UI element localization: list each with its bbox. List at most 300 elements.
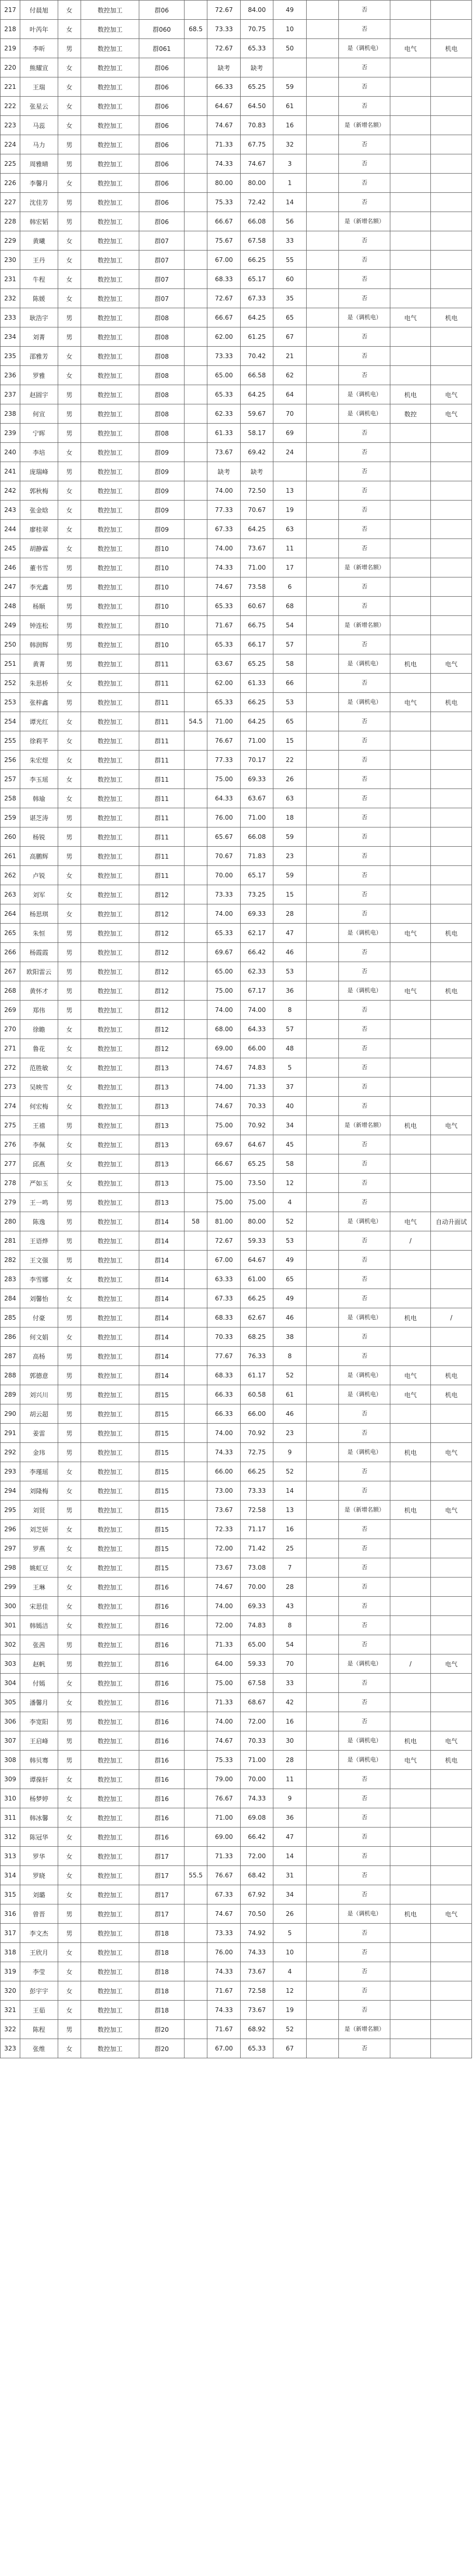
cell-gender: 女 <box>58 20 81 39</box>
cell-score-b: 76.67 <box>207 1789 241 1808</box>
cell-score-a <box>184 1001 207 1020</box>
cell-score-b: 74.67 <box>207 1578 241 1597</box>
cell-adjust-status: 是（调机电） <box>339 404 390 424</box>
cell-gender: 男 <box>58 404 81 424</box>
cell-adjust-status: 是（调机电） <box>339 1308 390 1328</box>
cell-major: 数控加工 <box>81 539 139 558</box>
cell-row-number: 248 <box>1 597 20 616</box>
cell-choice-1 <box>390 327 431 347</box>
cell-name: 韩瑜 <box>20 789 58 808</box>
cell-rank <box>273 58 306 77</box>
cell-name: 高杨 <box>20 1347 58 1366</box>
cell-name: 刘璐 <box>20 1885 58 1904</box>
cell-name: 付嫣 <box>20 1674 58 1693</box>
cell-major: 数控加工 <box>81 1481 139 1501</box>
cell-blank <box>307 751 339 770</box>
cell-choice-1: 电气 <box>390 693 431 712</box>
cell-major: 数控加工 <box>81 1501 139 1520</box>
table-row <box>1 981 472 1001</box>
cell-gender: 女 <box>58 904 81 924</box>
cell-major: 数控加工 <box>81 1943 139 1962</box>
cell-row-number: 250 <box>1 635 20 654</box>
cell-choice-1: 电气 <box>390 981 431 1001</box>
cell-major: 数控加工 <box>81 1001 139 1020</box>
cell-choice-1 <box>390 885 431 904</box>
cell-row-number: 245 <box>1 539 20 558</box>
cell-adjust-status: 否 <box>339 231 390 251</box>
cell-exam-id: 群09 <box>139 443 184 462</box>
cell-score-a <box>184 731 207 751</box>
cell-adjust-status: 否 <box>339 443 390 462</box>
cell-choice-1: 机电 <box>390 1116 431 1135</box>
cell-choice-2: 机电 <box>431 1385 472 1404</box>
cell-blank <box>307 501 339 520</box>
cell-exam-id: 群13 <box>139 1154 184 1174</box>
cell-choice-2 <box>431 789 472 808</box>
cell-gender: 女 <box>58 885 81 904</box>
cell-score-a <box>184 1020 207 1039</box>
cell-adjust-status: 否 <box>339 1808 390 1828</box>
cell-name: 李佩 <box>20 1135 58 1154</box>
cell-adjust-status: 否 <box>339 20 390 39</box>
cell-total-score: 70.67 <box>241 501 273 520</box>
cell-gender: 女 <box>58 1154 81 1174</box>
cell-rank: 13 <box>273 481 306 501</box>
cell-rank: 49 <box>273 1289 306 1308</box>
cell-choice-2 <box>431 1578 472 1597</box>
cell-blank <box>307 1693 339 1712</box>
cell-gender: 男 <box>58 1712 81 1731</box>
cell-adjust-status: 否 <box>339 481 390 501</box>
cell-gender: 男 <box>58 1251 81 1270</box>
table-row <box>1 693 472 712</box>
cell-rank: 16 <box>273 116 306 135</box>
cell-choice-2: 机电 <box>431 924 472 943</box>
table-row <box>1 1712 472 1731</box>
cell-name: 张金晗 <box>20 501 58 520</box>
table-row <box>1 904 472 924</box>
cell-name: 熊耀宣 <box>20 58 58 77</box>
cell-adjust-status: 否 <box>339 174 390 193</box>
cell-choice-2 <box>431 770 472 789</box>
cell-choice-2 <box>431 558 472 577</box>
cell-major: 数控加工 <box>81 135 139 154</box>
cell-choice-2: 电气 <box>431 1443 472 1462</box>
cell-gender: 女 <box>58 1828 81 1847</box>
cell-score-b: 66.33 <box>207 77 241 97</box>
cell-choice-1 <box>390 2020 431 2039</box>
cell-row-number: 318 <box>1 1943 20 1962</box>
table-row <box>1 1847 472 1866</box>
cell-row-number: 274 <box>1 1097 20 1116</box>
cell-name: 刘兴川 <box>20 1385 58 1404</box>
cell-choice-1 <box>390 1404 431 1424</box>
cell-blank <box>307 1501 339 1520</box>
cell-exam-id: 群18 <box>139 2001 184 2020</box>
cell-total-score: 66.25 <box>241 1289 273 1308</box>
table-row <box>1 751 472 770</box>
cell-choice-2 <box>431 2039 472 2058</box>
cell-score-b: 72.33 <box>207 1520 241 1539</box>
cell-adjust-status: 否 <box>339 1270 390 1289</box>
cell-total-score: 65.17 <box>241 270 273 289</box>
table-row <box>1 1116 472 1135</box>
cell-score-a <box>184 1981 207 2001</box>
cell-choice-1 <box>390 520 431 539</box>
cell-total-score: 74.83 <box>241 1058 273 1077</box>
cell-choice-2 <box>431 270 472 289</box>
cell-blank <box>307 58 339 77</box>
table-row <box>1 77 472 97</box>
cell-score-b: 75.00 <box>207 1193 241 1212</box>
cell-blank <box>307 1328 339 1347</box>
cell-adjust-status: 是（调机电） <box>339 1385 390 1404</box>
cell-score-b: 73.33 <box>207 20 241 39</box>
table-row <box>1 558 472 577</box>
table-row <box>1 1058 472 1077</box>
cell-name: 罗华 <box>20 1847 58 1866</box>
cell-exam-id: 群06 <box>139 1 184 20</box>
cell-exam-id: 群16 <box>139 1693 184 1712</box>
cell-choice-2: 电气 <box>431 1731 472 1751</box>
cell-choice-1 <box>390 174 431 193</box>
cell-score-b: 66.67 <box>207 212 241 231</box>
cell-name: 廖桂翠 <box>20 520 58 539</box>
cell-name: 李昕 <box>20 39 58 58</box>
cell-row-number: 240 <box>1 443 20 462</box>
cell-total-score: 67.33 <box>241 289 273 308</box>
cell-name: 朱思桥 <box>20 674 58 693</box>
cell-choice-2 <box>431 1481 472 1501</box>
cell-score-a <box>184 1443 207 1462</box>
cell-row-number: 255 <box>1 731 20 751</box>
cell-name: 卢锐 <box>20 866 58 885</box>
cell-major: 数控加工 <box>81 39 139 58</box>
cell-row-number: 297 <box>1 1539 20 1558</box>
cell-blank <box>307 558 339 577</box>
cell-blank <box>307 327 339 347</box>
cell-score-b: 69.67 <box>207 943 241 962</box>
cell-gender: 女 <box>58 1058 81 1077</box>
table-row <box>1 154 472 174</box>
cell-choice-2 <box>431 174 472 193</box>
cell-exam-id: 群13 <box>139 1097 184 1116</box>
cell-row-number: 266 <box>1 943 20 962</box>
cell-choice-2 <box>431 712 472 731</box>
cell-choice-2 <box>431 827 472 847</box>
cell-exam-id: 群15 <box>139 1443 184 1462</box>
cell-score-b: 68.00 <box>207 1020 241 1039</box>
cell-adjust-status: 否 <box>339 1328 390 1347</box>
cell-score-a <box>184 77 207 97</box>
cell-major: 数控加工 <box>81 251 139 270</box>
cell-score-a <box>184 1847 207 1866</box>
cell-score-b: 68.33 <box>207 1366 241 1385</box>
cell-name: 姜雷 <box>20 1424 58 1443</box>
table-row <box>1 1520 472 1539</box>
table-row <box>1 1578 472 1597</box>
cell-score-b: 70.33 <box>207 1328 241 1347</box>
cell-major: 数控加工 <box>81 308 139 327</box>
cell-rank: 4 <box>273 1193 306 1212</box>
cell-rank: 57 <box>273 635 306 654</box>
cell-exam-id: 群10 <box>139 577 184 597</box>
cell-blank <box>307 1674 339 1693</box>
cell-total-score: 61.33 <box>241 674 273 693</box>
cell-total-score: 65.17 <box>241 866 273 885</box>
table-row <box>1 1962 472 1981</box>
cell-score-a <box>184 58 207 77</box>
cell-score-b: 72.67 <box>207 289 241 308</box>
cell-name: 刘贤 <box>20 1501 58 1520</box>
cell-adjust-status: 否 <box>339 1039 390 1058</box>
cell-gender: 女 <box>58 481 81 501</box>
cell-choice-1 <box>390 97 431 116</box>
cell-blank <box>307 1385 339 1404</box>
cell-choice-1 <box>390 1789 431 1808</box>
cell-adjust-status: 否 <box>339 1193 390 1212</box>
table-row <box>1 366 472 385</box>
cell-exam-id: 群07 <box>139 231 184 251</box>
cell-score-b: 68.33 <box>207 270 241 289</box>
cell-gender: 女 <box>58 366 81 385</box>
table-row <box>1 308 472 327</box>
cell-blank <box>307 577 339 597</box>
cell-score-a <box>184 1885 207 1904</box>
cell-gender: 男 <box>58 1924 81 1943</box>
cell-blank <box>307 616 339 635</box>
cell-row-number: 251 <box>1 654 20 674</box>
cell-row-number: 319 <box>1 1962 20 1981</box>
cell-score-a <box>184 1039 207 1058</box>
cell-gender: 女 <box>58 347 81 366</box>
cell-score-b: 74.67 <box>207 1097 241 1116</box>
table-row <box>1 1558 472 1578</box>
cell-row-number: 277 <box>1 1154 20 1174</box>
cell-gender: 男 <box>58 1001 81 1020</box>
cell-rank: 5 <box>273 1924 306 1943</box>
cell-exam-id: 群10 <box>139 558 184 577</box>
cell-rank: 43 <box>273 1597 306 1616</box>
table-row <box>1 674 472 693</box>
cell-choice-2 <box>431 1924 472 1943</box>
cell-total-score: 59.33 <box>241 1231 273 1251</box>
cell-major: 数控加工 <box>81 1116 139 1135</box>
cell-name: 刘军 <box>20 885 58 904</box>
cell-score-b: 74.67 <box>207 116 241 135</box>
cell-blank <box>307 270 339 289</box>
cell-name: 邱燕 <box>20 1154 58 1174</box>
cell-choice-1: / <box>390 1654 431 1674</box>
cell-gender: 女 <box>58 443 81 462</box>
cell-name: 曾晋 <box>20 1904 58 1924</box>
cell-gender: 男 <box>58 135 81 154</box>
cell-row-number: 311 <box>1 1808 20 1828</box>
cell-adjust-status: 否 <box>339 1520 390 1539</box>
cell-score-a <box>184 1597 207 1616</box>
cell-exam-id: 群11 <box>139 712 184 731</box>
cell-total-score: 61.17 <box>241 1366 273 1385</box>
cell-choice-1 <box>390 481 431 501</box>
cell-choice-2 <box>431 193 472 212</box>
cell-name: 张茜 <box>20 1635 58 1654</box>
cell-choice-1: 机电 <box>390 1731 431 1751</box>
cell-choice-2 <box>431 116 472 135</box>
cell-score-b: 65.33 <box>207 385 241 404</box>
cell-exam-id: 群16 <box>139 1712 184 1731</box>
cell-name: 金玮 <box>20 1443 58 1462</box>
cell-name: 鲁花 <box>20 1039 58 1058</box>
cell-rank: 23 <box>273 847 306 866</box>
cell-name: 李玉瑶 <box>20 770 58 789</box>
cell-rank <box>273 462 306 481</box>
cell-adjust-status: 否 <box>339 962 390 981</box>
cell-choice-2 <box>431 1770 472 1789</box>
cell-total-score: 64.67 <box>241 1135 273 1154</box>
cell-row-number: 315 <box>1 1885 20 1904</box>
cell-blank <box>307 366 339 385</box>
cell-name: 刘馨怡 <box>20 1289 58 1308</box>
cell-blank <box>307 77 339 97</box>
cell-total-score: 74.33 <box>241 1943 273 1962</box>
cell-major: 数控加工 <box>81 1366 139 1385</box>
cell-choice-1 <box>390 1020 431 1039</box>
cell-choice-2 <box>431 1885 472 1904</box>
cell-major: 数控加工 <box>81 231 139 251</box>
cell-row-number: 269 <box>1 1001 20 1020</box>
table-row <box>1 635 472 654</box>
cell-choice-1: 电气 <box>390 924 431 943</box>
table-row <box>1 943 472 962</box>
cell-gender: 男 <box>58 1347 81 1366</box>
cell-name: 王茹 <box>20 2001 58 2020</box>
cell-adjust-status: 否 <box>339 2001 390 2020</box>
cell-row-number: 257 <box>1 770 20 789</box>
cell-choice-2 <box>431 424 472 443</box>
cell-total-score: 59.33 <box>241 1654 273 1674</box>
cell-choice-1 <box>390 539 431 558</box>
cell-total-score: 76.33 <box>241 1347 273 1366</box>
cell-adjust-status: 是（新增名额） <box>339 116 390 135</box>
cell-score-a <box>184 1751 207 1770</box>
cell-name: 刘菁 <box>20 327 58 347</box>
cell-choice-1 <box>390 212 431 231</box>
cell-rank: 33 <box>273 1674 306 1693</box>
cell-exam-id: 群10 <box>139 539 184 558</box>
cell-score-a <box>184 943 207 962</box>
cell-choice-2 <box>431 1193 472 1212</box>
cell-choice-1 <box>390 1712 431 1731</box>
cell-score-b: 68.33 <box>207 1308 241 1328</box>
cell-name: 罗燕 <box>20 1539 58 1558</box>
cell-blank <box>307 1193 339 1212</box>
cell-total-score: 67.92 <box>241 1885 273 1904</box>
cell-choice-1 <box>390 1828 431 1847</box>
cell-adjust-status: 否 <box>339 135 390 154</box>
cell-exam-id: 群07 <box>139 270 184 289</box>
cell-exam-id: 群12 <box>139 1039 184 1058</box>
cell-score-a <box>184 97 207 116</box>
cell-major: 数控加工 <box>81 20 139 39</box>
cell-blank <box>307 731 339 751</box>
cell-major: 数控加工 <box>81 1904 139 1924</box>
cell-blank <box>307 1635 339 1654</box>
cell-rank: 61 <box>273 1385 306 1404</box>
cell-blank <box>307 39 339 58</box>
cell-choice-2 <box>431 1039 472 1058</box>
cell-choice-1 <box>390 135 431 154</box>
table-row <box>1 1174 472 1193</box>
cell-choice-1 <box>390 443 431 462</box>
cell-choice-1: 机电 <box>390 654 431 674</box>
cell-name: 杨霞霞 <box>20 943 58 962</box>
cell-score-a <box>184 1693 207 1712</box>
cell-score-b: 74.67 <box>207 1904 241 1924</box>
cell-row-number: 279 <box>1 1193 20 1212</box>
cell-blank <box>307 943 339 962</box>
cell-row-number: 276 <box>1 1135 20 1154</box>
cell-major: 数控加工 <box>81 1174 139 1193</box>
cell-exam-id: 群16 <box>139 1578 184 1597</box>
cell-major: 数控加工 <box>81 1924 139 1943</box>
cell-blank <box>307 289 339 308</box>
cell-gender: 男 <box>58 385 81 404</box>
table-row <box>1 1251 472 1270</box>
table-row <box>1 866 472 885</box>
cell-choice-1 <box>390 154 431 174</box>
cell-score-a <box>184 1366 207 1385</box>
cell-total-score: 66.08 <box>241 827 273 847</box>
cell-score-b: 74.33 <box>207 1443 241 1462</box>
cell-exam-id: 群15 <box>139 1404 184 1424</box>
cell-score-b: 63.67 <box>207 654 241 674</box>
cell-exam-id: 群06 <box>139 174 184 193</box>
table-row <box>1 58 472 77</box>
cell-gender: 男 <box>58 193 81 212</box>
cell-choice-1 <box>390 866 431 885</box>
cell-exam-id: 群06 <box>139 154 184 174</box>
cell-major: 数控加工 <box>81 2001 139 2020</box>
cell-gender: 男 <box>58 847 81 866</box>
table-row <box>1 270 472 289</box>
cell-exam-id: 群08 <box>139 347 184 366</box>
cell-blank <box>307 1097 339 1116</box>
cell-choice-1: 电气 <box>390 1751 431 1770</box>
cell-choice-2 <box>431 289 472 308</box>
cell-exam-id: 群14 <box>139 1212 184 1231</box>
cell-total-score: 72.58 <box>241 1501 273 1520</box>
table-row <box>1 174 472 193</box>
cell-score-b: 65.33 <box>207 597 241 616</box>
cell-major: 数控加工 <box>81 1404 139 1424</box>
cell-blank <box>307 1578 339 1597</box>
cell-row-number: 226 <box>1 174 20 193</box>
cell-name: 沈佳芳 <box>20 193 58 212</box>
cell-exam-id: 群09 <box>139 462 184 481</box>
cell-adjust-status: 否 <box>339 1847 390 1866</box>
cell-exam-id: 群10 <box>139 616 184 635</box>
cell-exam-id: 群15 <box>139 1501 184 1520</box>
cell-choice-1 <box>390 808 431 827</box>
cell-score-a <box>184 1347 207 1366</box>
cell-blank <box>307 1885 339 1904</box>
cell-score-a <box>184 1924 207 1943</box>
cell-name: 韩贝骞 <box>20 1751 58 1770</box>
cell-gender: 女 <box>58 1808 81 1828</box>
cell-rank: 70 <box>273 404 306 424</box>
cell-row-number: 307 <box>1 1731 20 1751</box>
cell-choice-1: 电气 <box>390 1385 431 1404</box>
